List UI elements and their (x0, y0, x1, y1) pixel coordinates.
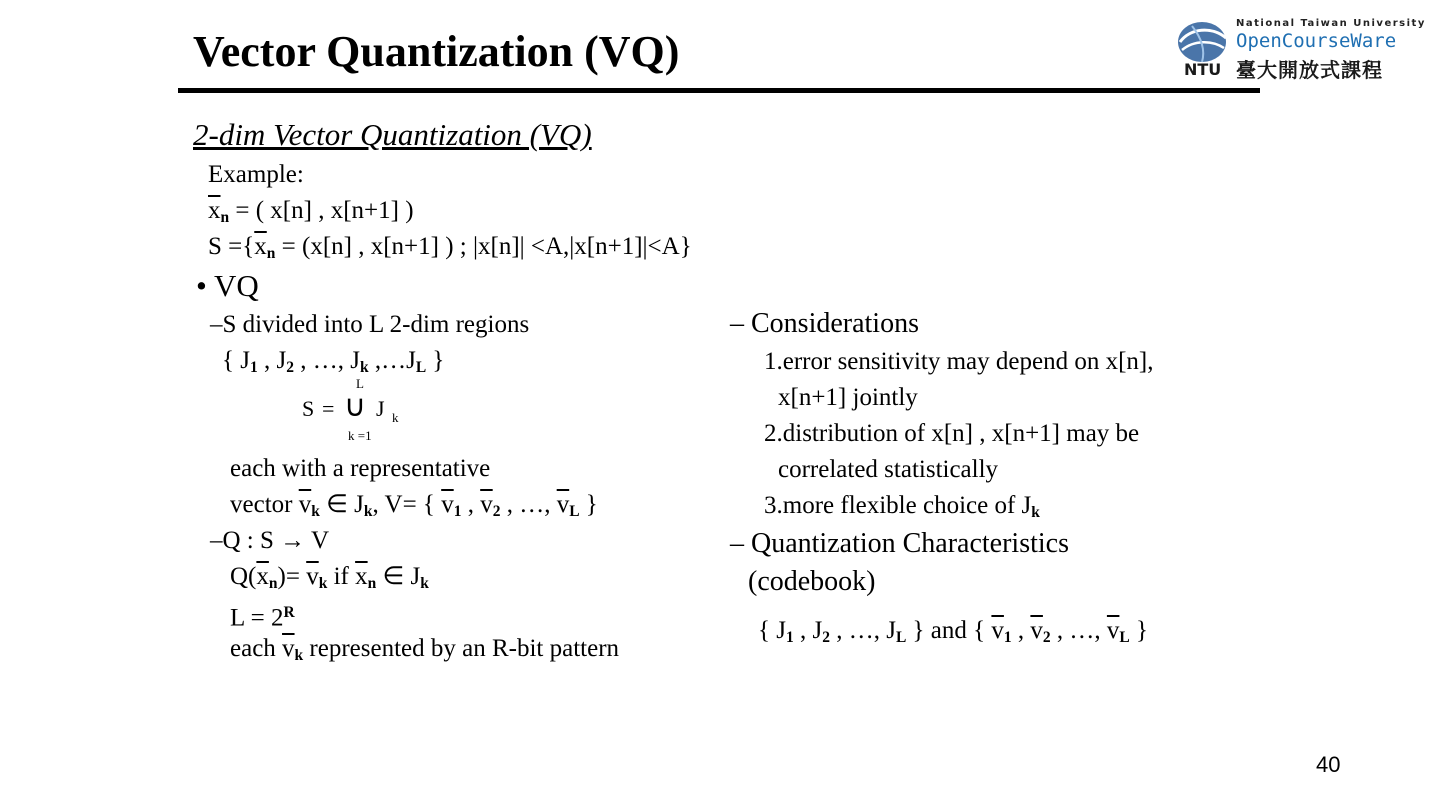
example-label: Example: (208, 161, 304, 188)
quantization-characteristics-heading: – Quantization Characteristics (730, 528, 1069, 559)
slide-subtitle: 2-dim Vector Quantization (VQ) (193, 117, 592, 152)
codebook-label: (codebook) (748, 566, 876, 597)
union-formula: L S = ∪ J k k =1 (302, 376, 399, 443)
ntu-mark: NTU (1184, 60, 1222, 79)
logo-university: National Taiwan University (1236, 18, 1426, 29)
logo-chinese: 臺大開放式課程 (1236, 58, 1383, 82)
l-equals: $L = 2^R$ (230, 604, 295, 632)
xn-definition: $\overline{x}_n$ = ( x[n] , x[n+1] ) (208, 197, 414, 226)
consideration-2a: 2.distribution of x[n] , x[n+1] may be (764, 420, 1140, 447)
representative-line: each with a representative (230, 455, 491, 482)
set-s-definition: $S =\{\overline{x}_n = (x[n]$ , x[n+1] ) ; |x[n]| <A,|x[n+1]|<A} (208, 233, 692, 262)
union-symbol-icon: ∪ (344, 390, 366, 423)
consideration-2b: correlated statistically (778, 456, 999, 483)
considerations-heading: – Considerations (730, 308, 919, 339)
logo-ocw: OpenCourseWare (1236, 30, 1397, 52)
s-divided-line: –S divided into L 2-dim regions (210, 311, 530, 338)
vector-set-line: vector $\overline{v}_k$ ∈ $J_k$, V= { $\overline{v}_1$ , $\overline{v}_2$ , …, $\overline{v}_L$ } (230, 491, 598, 520)
consideration-1a: 1.error sensitivity may depend on x[n], (764, 348, 1154, 375)
codebook-sets: { $J_1$ , $J_2$ , …, $J_L$ } and { $\overline{v}_1$ , $\overline{v}_2$ , …, $\overline{v}_L$ } (758, 617, 1148, 646)
page-number: 40 (1316, 752, 1341, 777)
q-definition: $Q(\overline{x}_n)= \overline{v}_k$ if $\overline{x}_n$ ∈ $J_k$ (230, 563, 429, 592)
title-rule (178, 88, 1260, 93)
slide-title: Vector Quantization (VQ) (193, 27, 680, 76)
q-mapping: –Q : S → V (210, 527, 330, 554)
vq-bullet: • VQ (196, 268, 259, 303)
consideration-3: 3.more flexible choice of $J_k$ (764, 492, 1040, 521)
ntu-ocw-logo (1172, 16, 1426, 86)
consideration-1b: x[n+1] jointly (778, 384, 918, 411)
rbit-line: each $\overline{v}_k$ represented by an R-bit pattern (230, 635, 620, 664)
regions-set: { $J_1$ , $J_2$ , …, $J_k$ $,\dots J_L$ } (222, 347, 445, 376)
